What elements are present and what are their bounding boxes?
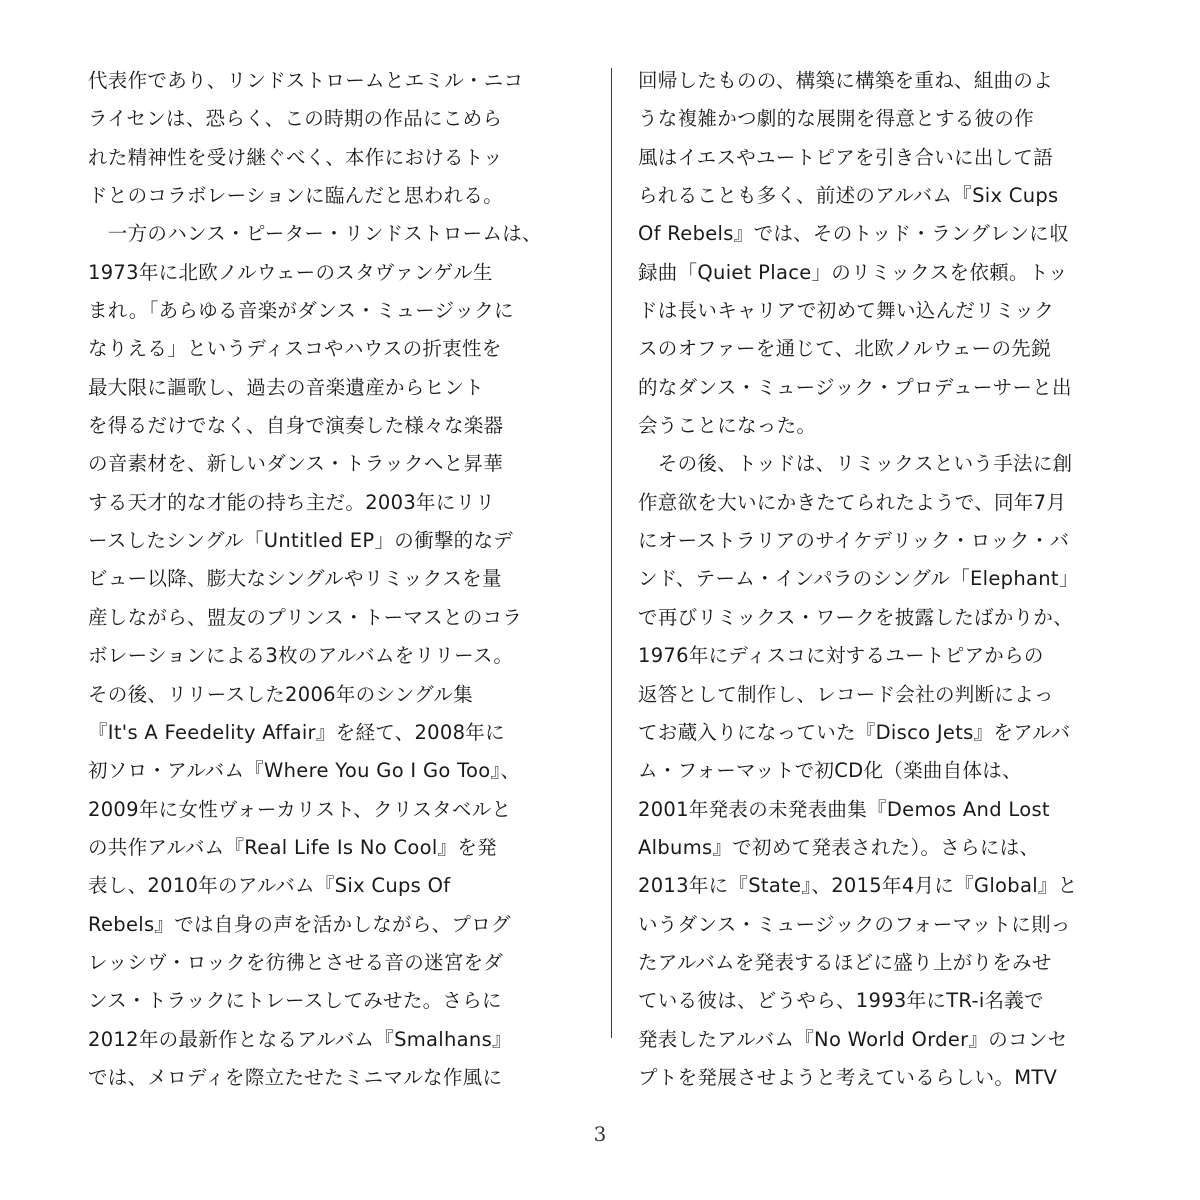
text-line: 的なダンス・ミュージック・プロデューサーと出 bbox=[638, 375, 1072, 399]
text-line: する天才的な才能の持ち主だ。2003年にリリ bbox=[88, 490, 496, 514]
right-text-column bbox=[638, 62, 1138, 1097]
text-line: の共作アルバム『Real Life Is No Cool』を発 bbox=[88, 835, 497, 859]
page-number: 3 bbox=[593, 1122, 607, 1146]
text-line: 1976年にディスコに対するユートピアからの bbox=[638, 644, 1044, 668]
text-line: れた精神性を受け継ぐべく、本作におけるトッ bbox=[88, 145, 503, 169]
text-line: てお蔵入りになっていた『Disco Jets』をアルバ bbox=[638, 720, 1071, 744]
text-line: 作意欲を大いにかきたてられたようで、同年7月 bbox=[638, 490, 1067, 514]
text-line: ライセンは、恐らく、この時期の作品にこめら bbox=[88, 107, 503, 131]
text-line: 2001年発表の未発表曲集『Demos And Lost bbox=[638, 797, 1050, 821]
text-line: ている彼は、どうやら、1993年にTR-i名義で bbox=[638, 989, 1044, 1013]
left-text-column bbox=[88, 62, 588, 1097]
text-line: を得るだけでなく、自身で演奏した様々な楽器 bbox=[88, 414, 504, 438]
text-line: 最大限に謳歌し、過去の音楽遺産からヒント bbox=[88, 375, 485, 399]
text-line: 初ソロ・アルバム『Where You Go I Go Too』、 bbox=[88, 759, 521, 783]
text-line: その後、トッドは、リミックスという手法に創 bbox=[638, 452, 1073, 476]
text-line: 2013年に『State』、2015年4月に『Global』と bbox=[638, 874, 1078, 898]
text-line: 2012年の最新作となるアルバム『Smalhans』 bbox=[88, 1027, 512, 1051]
text-line: その後、リリースした2006年のシングル集 bbox=[88, 682, 473, 706]
text-line: ドとのコラボレーションに臨んだと思われる。 bbox=[88, 184, 504, 208]
text-line: ンス・トラックにトレースしてみせた。さらに bbox=[88, 989, 502, 1013]
column-divider bbox=[611, 68, 612, 1038]
text-line: 発表したアルバム『No World Order』のコンセ bbox=[638, 1027, 1068, 1051]
text-line: うな複雑かつ劇的な展開を得意とする彼の作 bbox=[638, 107, 1034, 131]
text-line: ースしたシングル「Untitled EP」の衝撃的なデ bbox=[88, 529, 514, 553]
text-line: 一方のハンス・ピーター・リンドストロームは、 bbox=[88, 222, 542, 246]
text-line: たアルバムを発表するほどに盛り上がりをみせ bbox=[638, 950, 1052, 974]
text-line: 風はイエスやユートピアを引き合いに出して語 bbox=[638, 145, 1054, 169]
text-line: プトを発展させようと考えているらしい。MTV bbox=[638, 1065, 1058, 1089]
text-line: られることも多く、前述のアルバム『Six Cups bbox=[638, 184, 1059, 208]
text-line: レッシヴ・ロックを彷彿とさせる音の迷宮をダ bbox=[88, 950, 504, 974]
text-line: スのオファーを通じて、北欧ノルウェーの先鋭 bbox=[638, 337, 1051, 361]
text-line: ドは長いキャリアで初めて舞い込んだリミック bbox=[638, 299, 1054, 323]
text-line: の音素材を、新しいダンス・トラックへと昇華 bbox=[88, 452, 504, 476]
text-line: 返答として制作し、レコード会社の判断によっ bbox=[638, 682, 1054, 706]
text-line: 録曲「Quiet Place」のリミックスを依頼。トッ bbox=[638, 260, 1068, 284]
text-line: ビュー以降、膨大なシングルやリミックスを量 bbox=[88, 567, 502, 591]
text-line: Albums』で初めて発表された）。さらには、 bbox=[638, 835, 1040, 859]
text-line: まれ。「あらゆる音楽がダンス・ミュージックに bbox=[88, 299, 514, 323]
text-line: いうダンス・ミュージックのフォーマットに則っ bbox=[638, 912, 1071, 936]
text-line: Of Rebels』では、そのトッド・ラングレンに収 bbox=[638, 222, 1069, 246]
text-line: 産しながら、盟友のプリンス・トーマスとのコラ bbox=[88, 605, 523, 629]
text-line: 『It's A Feedelity Affair』を経て、2008年に bbox=[88, 720, 505, 744]
text-line: 回帰したものの、構築に構築を重ね、組曲のよ bbox=[638, 69, 1054, 92]
text-line: 会うことになった。 bbox=[638, 414, 817, 438]
text-line: 1973年に北欧ノルウェーのスタヴァンゲル生 bbox=[88, 260, 493, 284]
text-line: で再びリミックス・ワークを披露したばかりか、 bbox=[638, 605, 1074, 629]
text-line: では、メロディを際立たせたミニマルな作風に bbox=[88, 1065, 503, 1089]
text-line: ボレーションによる3枚のアルバムをリリース。 bbox=[88, 644, 514, 668]
text-line: にオーストラリアのサイケデリック・ロック・バ bbox=[638, 529, 1070, 553]
text-line: なりえる」というディスコやハウスの折衷性を bbox=[88, 337, 502, 361]
text-line: 表し、2010年のアルバム『Six Cups Of bbox=[88, 874, 451, 898]
text-line: 2009年に女性ヴォーカリスト、クリスタベルと bbox=[88, 797, 512, 821]
text-line: ンド、テーム・インパラのシングル「Elephant」 bbox=[638, 567, 1079, 591]
text-line: ム・フォーマットで初CD化（楽曲自体は、 bbox=[638, 759, 1022, 783]
text-line: Rebels』では自身の声を活かしながら、プログ bbox=[88, 912, 511, 936]
text-line: 代表作であり、リンドストロームとエミル・ニコ bbox=[88, 69, 524, 92]
